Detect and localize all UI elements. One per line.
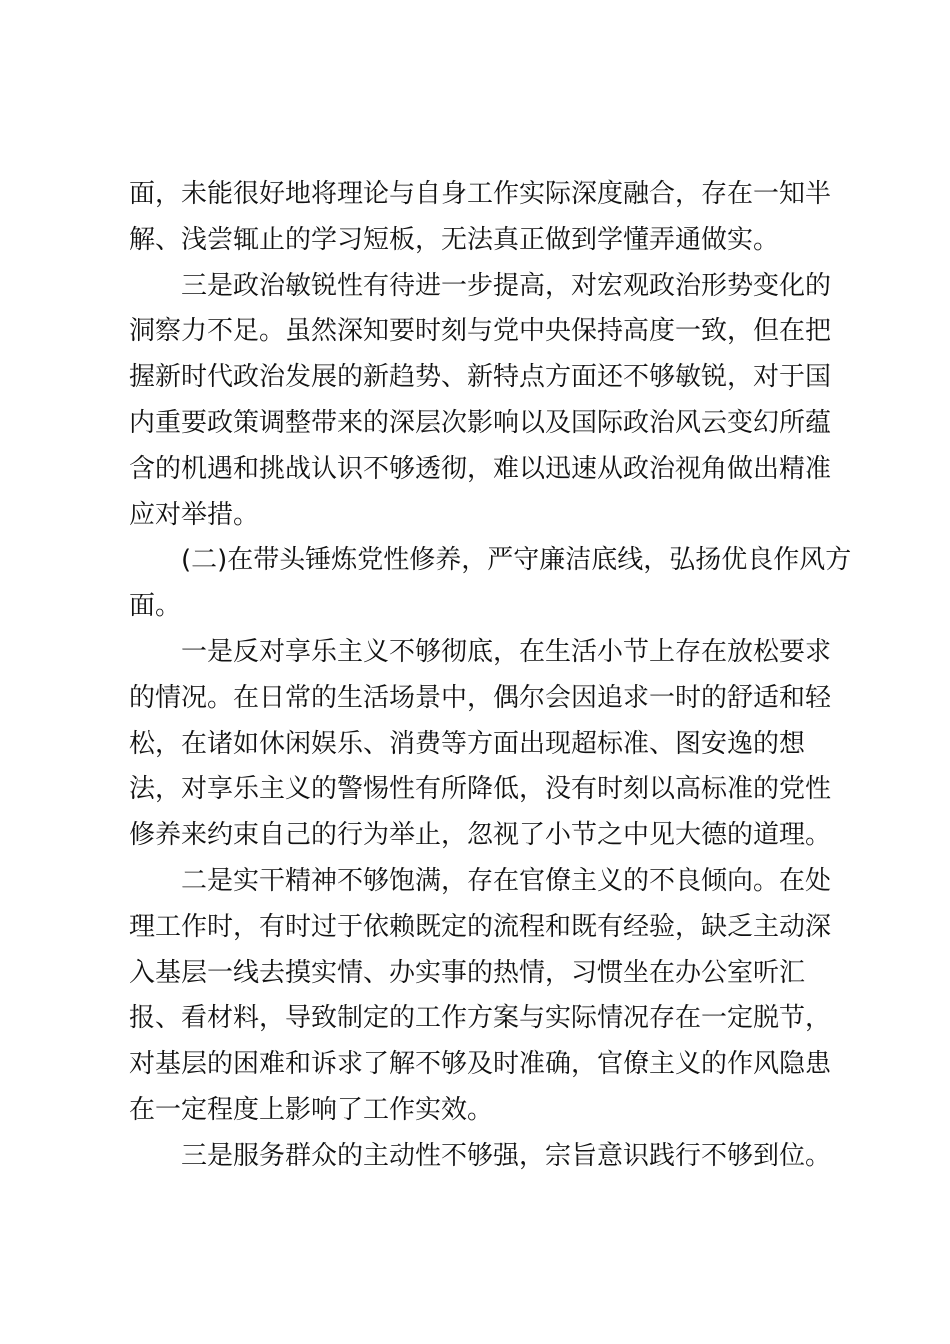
text-line: 松，在诸如休闲娱乐、消费等方面出现超标准、图安逸的想 bbox=[129, 728, 806, 759]
text-line: 入基层一线去摸实情、办实事的热情，习惯坐在办公室听汇 bbox=[129, 957, 806, 988]
text-line: 的情况。在日常的生活场景中，偶尔会因追求一时的舒适和轻 bbox=[129, 682, 832, 713]
text-line: 报、看材料，导致制定的工作方案与实际情况存在一定脱节， bbox=[129, 1003, 832, 1034]
text-line: 握新时代政治发展的新趋势、新特点方面还不够敏锐，对于国 bbox=[129, 362, 832, 393]
text-line: 二是实干精神不够饱满，存在官僚主义的不良倾向。在处 bbox=[129, 865, 832, 896]
text-line: 法，对享乐主义的警惕性有所降低，没有时刻以高标准的党性 bbox=[129, 774, 832, 805]
text-line: 三是服务群众的主动性不够强，宗旨意识践行不够到位。 bbox=[129, 1140, 832, 1171]
text-line: 解、浅尝辄止的学习短板，无法真正做到学懂弄通做实。 bbox=[129, 224, 780, 255]
text-line: 在一定程度上影响了工作实效。 bbox=[129, 1094, 494, 1125]
text-line: 应对举措。 bbox=[129, 499, 260, 530]
body-text bbox=[129, 172, 852, 1180]
text-line: (二)在带头锤炼党性修养，严守廉洁底线，弘扬优良作风方 bbox=[129, 545, 852, 576]
text-line: 面，未能很好地将理论与自身工作实际深度融合，存在一知半 bbox=[129, 179, 832, 209]
text-line: 理工作时，有时过于依赖既定的流程和既有经验，缺乏主动深 bbox=[129, 911, 832, 942]
text-line: 面。 bbox=[129, 591, 182, 622]
text-line: 修养来约束自己的行为举止，忽视了小节之中见大德的道理。 bbox=[129, 820, 832, 851]
text-line: 三是政治敏锐性有待进一步提高，对宏观政治形势变化的 bbox=[129, 270, 832, 301]
text-line: 一是反对享乐主义不够彻底，在生活小节上存在放松要求 bbox=[129, 636, 832, 667]
text-line: 含的机遇和挑战认识不够透彻，难以迅速从政治视角做出精准 bbox=[129, 453, 832, 484]
text-line: 对基层的困难和诉求了解不够及时准确，官僚主义的作风隐患 bbox=[129, 1049, 832, 1080]
text-line: 洞察力不足。虽然深知要时刻与党中央保持高度一致，但在把 bbox=[129, 316, 832, 347]
text-line: 内重要政策调整带来的深层次影响以及国际政治风云变幻所蕴 bbox=[129, 407, 832, 438]
